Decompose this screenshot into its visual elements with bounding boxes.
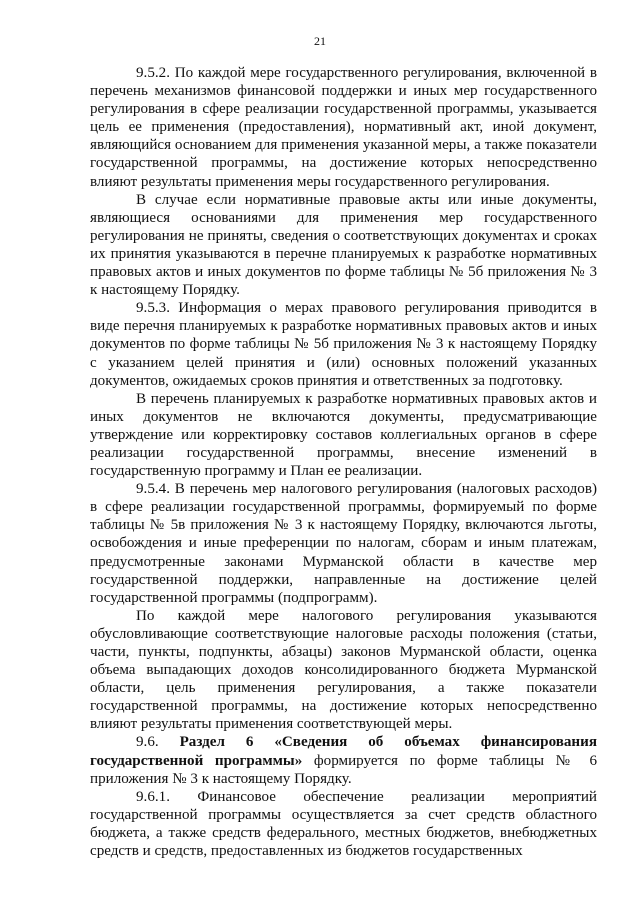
section-9-6-prefix: 9.6. (136, 734, 180, 751)
paragraph-9-5-4-cont: По каждой мере налогового регулирования указываются обусловливающие соответствующие налоговые расходы положения (статьи, части, пункты, подпункты, абзацы) законов Мурманской области, оценка объема выпадающих доходов консолидированного бюджета Мурманской области, цель применения регулирования, а также показатели государственной программы, на достижение которых непосредственно влияют результаты применения соответствующей меры. (90, 607, 597, 733)
paragraph-9-6-1: 9.6.1. Финансовое обеспечение реализации мероприятий государственной программы осуществляется за счет средств областного бюджета, а также средств федерального, местных бюджетов, внебюджетных средств и средств, предоставленных из бюджетов государственных (90, 788, 597, 860)
section-9-6-title: Раздел 6 «Сведения об объемах финансирования государственной программы» (90, 734, 597, 769)
document-body (90, 64, 597, 860)
paragraph-9-5-4: 9.5.4. В перечень мер налогового регулирования (налоговых расходов) в сфере реализации государственной программы, формируемый по форме таблицы № 5в приложения № 3 к настоящему Порядку, включаются льготы, освобождения и иные преференции по налогам, сборам и иным платежам, предусмотренные законами Мурманской области в качестве мер государственной поддержки, направленные на достижение целей государственной программы (подпрограмм). (90, 481, 597, 606)
page-number: 21 (314, 34, 326, 48)
paragraph-9-5-2-cont: В случае если нормативные правовые акты или иные документы, являющиеся основаниями для применения мер государственного регулирования не приняты, сведения о соответствующих документах и сроках их принятия указываются в перечне планируемых к разработке нормативных правовых актов и иных документов по форме таблицы № 5б приложения № 3 к настоящему Порядку. (90, 191, 597, 299)
paragraph-9-5-3-cont: В перечень планируемых к разработке нормативных правовых актов и иных документов не включаются документы, предусматривающие утверждение или корректировку составов коллегиальных органов в сфере реализации государственной программы, внесение изменений в государственную программу и План ее реализации. (90, 390, 597, 480)
section-9-6-rest: формируется по форме таблицы № 6 приложения № 3 к настоящему Порядку. (90, 752, 597, 787)
paragraph-9-6 (90, 733, 597, 787)
paragraph-9-5-3: 9.5.3. Информация о мерах правового регулирования приводится в виде перечня планируемых к разработке нормативных правовых актов и иных документов по форме таблицы № 5б приложения № 3 к настоящему Порядку с указанием целей принятия и (или) основных положений указанных документов, ожидаемых сроков принятия и ответственных за подготовку. (90, 300, 597, 389)
paragraph-9-5-2: 9.5.2. По каждой мере государственного регулирования, включенной в перечень механизмов финансовой поддержки и иных мер государственного регулирования в сфере реализации государственной программы, указывается цель ее применения (предоставления), нормативный акт, иной документ, являющийся основанием для применения указанной меры, а также показатели государственной программы, на достижение которых непосредственно влияют результаты применения меры государственного регулирования. (90, 65, 597, 190)
